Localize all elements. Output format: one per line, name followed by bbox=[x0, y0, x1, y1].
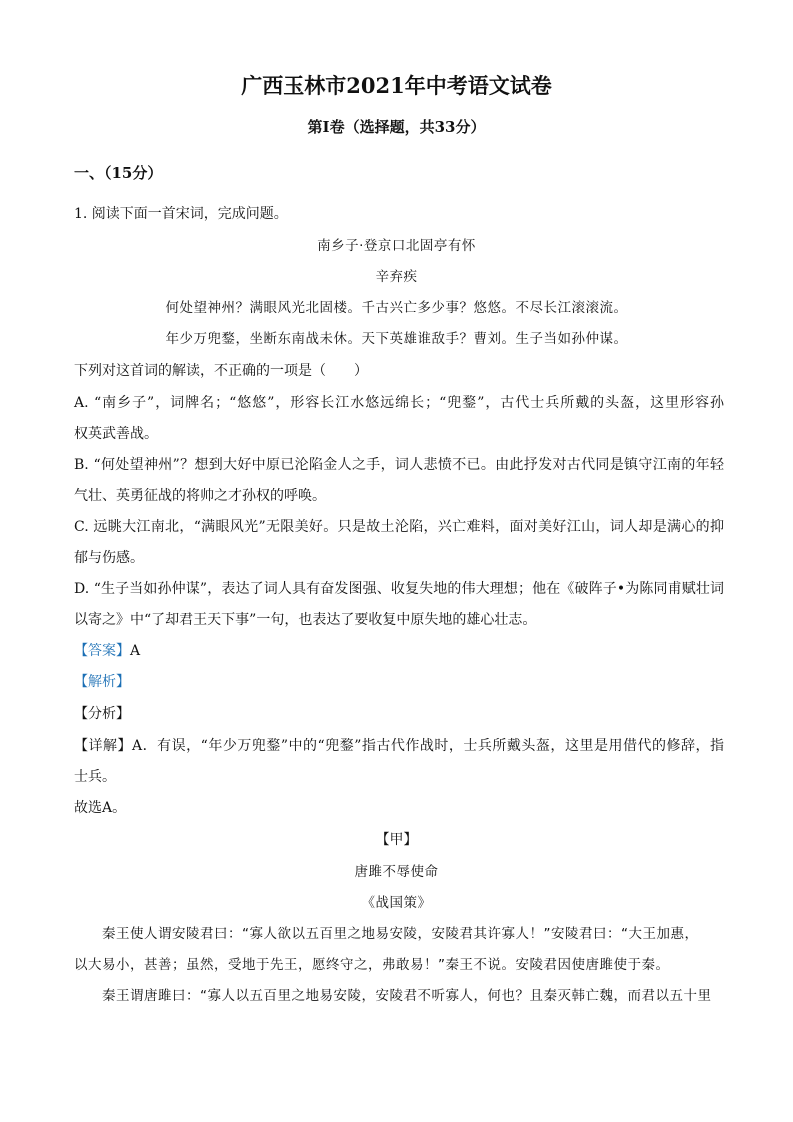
detail-label: 【详解】 bbox=[74, 738, 133, 754]
poem-line-1: 何处望神州？满眼风光北固楼。千古兴亡多少事？悠悠。不尽长江滚滚流。 bbox=[165, 300, 628, 316]
passage-p2-line-1: 秦王谓唐雎曰：“寡人以五百里之地易安陵，安陵君不听寡人，何也？且秦灭韩亡魏，而君以五十里 bbox=[102, 988, 712, 1004]
exam-subtitle: 第Ⅰ卷（选择题，共33分） bbox=[307, 118, 486, 136]
passage-source: 《战国策》 bbox=[361, 895, 432, 911]
poem-title: 南乡子·登京口北固亭有怀 bbox=[317, 238, 476, 254]
option-b-line-2: 气壮、英勇征战的将帅之才孙权的呼唤。 bbox=[74, 488, 326, 504]
option-c-line-2: 郁与伤感。 bbox=[74, 550, 144, 566]
option-a-line-2: 权英武善战。 bbox=[74, 426, 158, 442]
option-b-line-1: B. “何处望神州”？想到大好中原已沦陷金人之手，词人悲愤不已。由此抒发对古代同是镇守江南的年轻 bbox=[74, 457, 724, 473]
analysis-label: 【解析】 bbox=[74, 674, 130, 690]
option-d-line-2: 以寄之》中“了却君王天下事”一句，也表达了要收复中原失地的雄心壮志。 bbox=[74, 612, 537, 628]
passage-p1-line-2: 以大易小，甚善；虽然，受地于先王，愿终守之，弗敢易！”秦王不说。安陵君因使唐雎使于秦。 bbox=[74, 957, 670, 973]
option-a-line-1: A. “南乡子”，词牌名；“悠悠”，形容长江水悠远绵长；“兜鍪”，古代士兵所戴的头盔，这里形容孙 bbox=[74, 395, 724, 411]
option-c-line-1: C. 远眺大江南北，“满眼风光”无限美好。只是故土沦陷，兴亡难料，面对美好江山，词人却是满心的抑 bbox=[74, 519, 724, 535]
option-d-line-1: D. “生子当如孙仲谋”，表达了词人具有奋发图强、收复失地的伟大理想；他在《破阵子•为陈同甫赋壮词 bbox=[74, 581, 724, 597]
passage-p1-line-1: 秦王使人谓安陵君曰：“寡人欲以五百里之地易安陵，安陵君其许寡人！”安陵君曰：“大王加惠， bbox=[102, 926, 699, 942]
detail-line-2: 士兵。 bbox=[74, 769, 116, 785]
question-prompt: 1. 阅读下面一首宋词，完成问题。 bbox=[74, 206, 288, 222]
passage-marker: 【甲】 bbox=[375, 832, 418, 848]
answer-row bbox=[74, 640, 724, 660]
section-heading: 一、（15分） bbox=[74, 164, 163, 182]
answer-value: A bbox=[130, 643, 141, 659]
poem-author: 辛弃疾 bbox=[375, 269, 418, 285]
fenxi-label: 【分析】 bbox=[74, 706, 130, 722]
exam-title: 广西玉林市2021年中考语文试卷 bbox=[241, 73, 552, 98]
passage-title: 唐雎不辱使命 bbox=[354, 864, 439, 880]
detail-text: A．有误，“年少万兜鍪”中的“兜鍪”指古代作战时，士兵所戴头盔，这里是用借代的修辞，指 bbox=[132, 738, 724, 754]
question-stem: 下列对这首词的解读，不正确的一项是（ ） bbox=[74, 363, 368, 379]
poem-line-2: 年少万兜鍪，坐断东南战未休。天下英雄谁敌手？曹刘。生子当如孙仲谋。 bbox=[165, 331, 628, 347]
answer-label: 【答案】 bbox=[74, 643, 130, 659]
conclusion: 故选A。 bbox=[74, 800, 127, 816]
detail-line-1 bbox=[74, 735, 724, 755]
